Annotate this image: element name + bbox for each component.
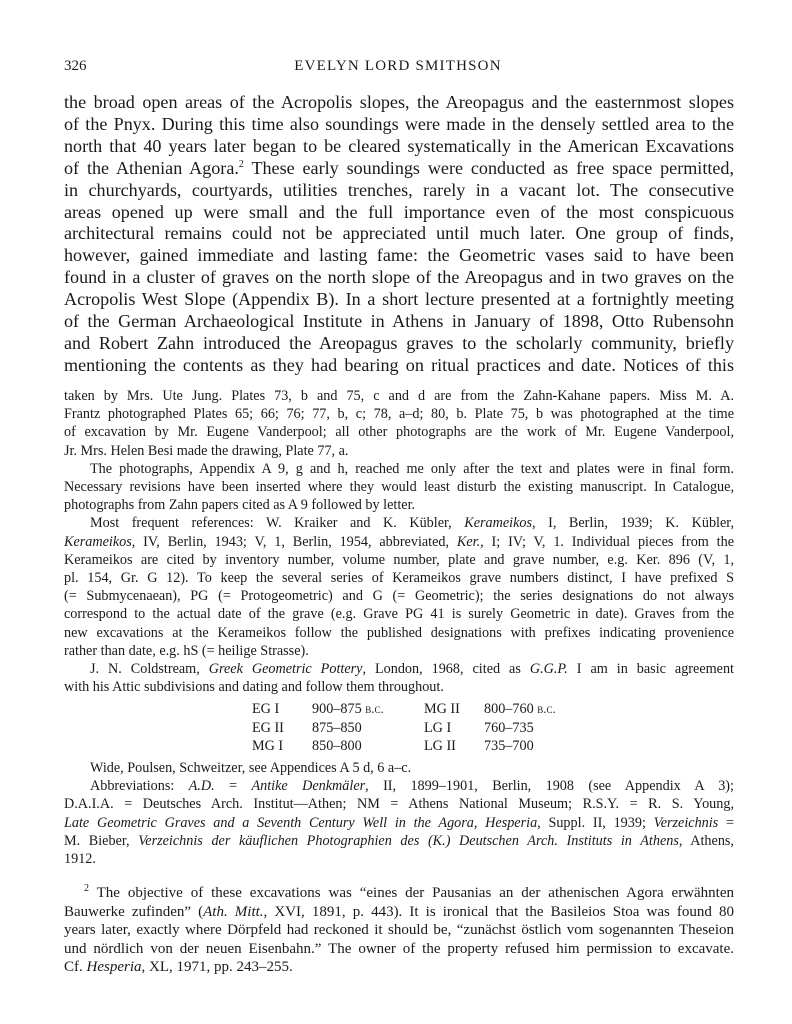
footnote-line [64, 903, 734, 922]
text-fragment: , I, Berlin, 1939; K. Kübler, [532, 515, 734, 532]
running-title: EVELYN LORD SMITHSON [294, 58, 502, 74]
text-line: of the Pnyx. During this time also soundings were made in the densely settled area to the [64, 113, 734, 134]
note-line: The photographs, Appendix A 9, g and h, reached me only after the text and plates were in final form. [90, 460, 734, 477]
note-line: Frantz photographed Plates 65; 66; 76; 77, b, c; 78, a–d; 80, b. Plate 75, b was photographed at the time [64, 406, 734, 423]
italic-abbrev: A.D. [188, 778, 215, 795]
table-cell: 760–735 [484, 719, 534, 736]
text-fragment: Cf. [64, 959, 87, 976]
footnote-marker: 2 [84, 883, 89, 894]
table-cell: LG II [424, 737, 456, 754]
footnote-line: years later, exactly where Dörpfeld had reckoned it should be, “zunächst östlich vom sogenannten Theseion [64, 922, 734, 939]
text-fragment: These early soundings were conducted as free space permitted, [243, 157, 734, 178]
text-line: however, gained immediate and lasting fame: the Geometric vases said to have been [64, 245, 734, 266]
italic-abbrev: Ath. Mitt. [203, 903, 264, 920]
italic-abbrev: Ker. [456, 533, 481, 550]
text-fragment: M. Bieber, [64, 832, 139, 849]
text-fragment: , XL, 1971, pp. 243–255. [141, 959, 293, 976]
table-cell: MG I [252, 737, 284, 754]
text-line: in churchyards, courtyards, utilities trenches, rarely in a vacant lot. The consecutive [64, 179, 734, 200]
note-line [64, 777, 734, 795]
text-line: of the German Archaeological Institute in Athens in January of 1898, Otto Rubensohn [64, 311, 734, 332]
text-line: Acropolis West Slope (Appendix B). In a short lecture presented at a fortnightly meeting [64, 289, 734, 310]
italic-abbrev: Verzeichnis [653, 814, 719, 831]
text-fragment: , IV, Berlin, 1943; V, 1, Berlin, 1954, abbreviated, [131, 533, 457, 550]
italic-title: Verzeichnis der käuflichen Photographien des (K.) Deutschen Arch. Instituts in Athens [138, 832, 679, 849]
note-line [64, 832, 734, 850]
date-range: 900–875 [312, 701, 366, 718]
text-fragment: , Suppl. II, 1939; [537, 814, 654, 831]
table-cell [484, 700, 556, 718]
text-fragment: , I; IV; V, 1. Individual pieces from the [480, 533, 734, 550]
italic-abbrev: G.G.P. [529, 661, 568, 678]
footnote-reference: 2 [238, 158, 244, 170]
table-cell: LG I [424, 719, 452, 736]
note-line [64, 514, 734, 532]
table-row [252, 719, 556, 737]
text-fragment: J. N. Coldstream, [90, 661, 209, 678]
note-paragraph-credits [64, 387, 734, 460]
era-label: b.c. [537, 701, 556, 717]
footnote-2 [64, 884, 734, 977]
text-line: architectural remains could not be appreciated until much later. One group of finds, [64, 223, 734, 244]
note-line: correspond to the actual date of the grave (e.g. Grave PG 41 is surely Geometric in date). Graves from the [64, 606, 734, 623]
text-line: north that 40 years later began to be cleared systematically in the American Excavations [64, 135, 734, 156]
table-cell [312, 700, 424, 718]
text-fragment: The objective of these excavations was “eines der Pausanias an der athenischen Agora erwähnten [89, 885, 734, 901]
note-line: new excavations at the Kerameikos follow the published designations with prefixes indicating provenience [64, 624, 734, 641]
note-paragraph-photographs [64, 460, 734, 515]
table-cell: 735–700 [484, 737, 534, 754]
main-text [64, 92, 734, 377]
italic-title: Hesperia [86, 959, 142, 976]
note-line [64, 533, 734, 551]
note-line: taken by Mrs. Ute Jung. Plates 73, b and 75, c and d are from the Zahn-Kahane papers. Miss M. A. [64, 388, 734, 404]
note-paragraph-coldstream [64, 660, 734, 696]
note-line [64, 814, 734, 832]
note-line [64, 660, 734, 678]
note-line: Necessary revisions have been inserted where they would least disturb the existing manuscript. In Catalogue, [64, 479, 734, 496]
italic-title: Kerameikos [464, 515, 533, 532]
note-line: Jr. Mrs. Helen Besi made the drawing, Plate 77, a. [64, 442, 349, 459]
note-paragraph-references [64, 514, 734, 660]
text-line: found in a cluster of graves on the north slope of the Areopagus and in two graves on the [64, 267, 734, 288]
note-line: pl. 154, Gr. G 12). To keep the several series of Kerameikos grave numbers distinct, I have prefixed S [64, 570, 734, 587]
table-row [252, 737, 556, 755]
table-cell: EG II [252, 719, 284, 736]
era-label: b.c. [365, 701, 384, 717]
note-line: D.A.I.A. = Deutsches Arch. Institut—Athen; NM = Athens National Museum; R.S.Y. = R. S. Young, [64, 796, 734, 813]
text-line: areas opened up were small and the full importance even of the most conspicuous [64, 201, 734, 222]
text-fragment: , II, 1899–1901, Berlin, 1908 (see Appendix A 3); [365, 778, 734, 795]
table-cell: EG I [252, 701, 280, 718]
page-number: 326 [64, 58, 87, 74]
italic-title: Greek Geometric Pottery [208, 661, 363, 678]
note-paragraph-appendices [64, 759, 734, 777]
note-line: Kerameikos are cited by inventory number, volume number, plate and grave number, e.g. Ker. 896 (V, 1, [64, 551, 734, 568]
text-line-with-footnote-ref [64, 158, 734, 180]
table-cell: 850–800 [312, 737, 362, 754]
text-fragment: of the Athenian Agora. [64, 157, 239, 178]
footnote-line [64, 958, 734, 977]
text-line: mentioning the contents as they had bearing on ritual practices and date. Notices of this [64, 354, 734, 375]
note-line: photographs from Zahn papers cited as A 9 followed by letter. [64, 497, 416, 514]
text-fragment: I am in basic agreement [567, 661, 734, 678]
text-fragment: Bauwerke zufinden” ( [64, 903, 204, 920]
table-cell: 875–850 [312, 719, 362, 736]
text-fragment: Most frequent references: W. Kraiker and K. Kübler, [90, 515, 465, 532]
note-line: with his Attic subdivisions and dating and follow them throughout. [64, 679, 444, 696]
footnote-line: und nördlich von der neuen Eisenbahn.” The owner of the property refused him permission to excavate. [64, 940, 734, 957]
table-row [252, 700, 556, 718]
note-line: of excavation by Mr. Eugene Vanderpool; all other photographs are the work of Mr. Eugene Vanderpool, [64, 424, 734, 441]
footnote-line [64, 884, 734, 903]
note-line: (= Submycenaean), PG (= Protogeometric) and G (= Geometric); the series designations do not always [64, 588, 734, 605]
text-fragment: = [214, 778, 252, 795]
text-line: and Robert Zahn introduced the Areopagus graves to the scholarly community, briefly [64, 332, 734, 353]
dates-table [252, 700, 556, 755]
italic-title: Antike Denkmäler [251, 778, 366, 795]
text-fragment: , Athens, [678, 832, 734, 849]
text-fragment: , London, 1968, cited as [362, 661, 530, 678]
note-line: rather than date, e.g. hS (= heilige Strasse). [64, 642, 309, 659]
italic-title: Late Geometric Graves and a Seventh Century Well in the Agora, Hesperia [64, 814, 538, 831]
table-cell: MG II [424, 701, 460, 718]
text-fragment: , XVI, 1891, p. 443). It is ironical that the Basileios Stoa was found 80 [263, 903, 734, 920]
text-line: the broad open areas of the Acropolis slopes, the Areopagus and the easternmost slopes [64, 92, 734, 112]
notes-section [64, 387, 734, 868]
text-fragment: Abbreviations: [90, 778, 189, 795]
note-line: 1912. [64, 851, 96, 868]
running-head [64, 58, 732, 80]
italic-title: Kerameikos [64, 533, 132, 550]
date-range: 800–760 [484, 701, 538, 718]
note-line: Wide, Poulsen, Schweitzer, see Appendices A 5 d, 6 a–c. [90, 760, 412, 777]
note-paragraph-abbreviations [64, 777, 734, 868]
text-fragment: = [718, 814, 734, 831]
